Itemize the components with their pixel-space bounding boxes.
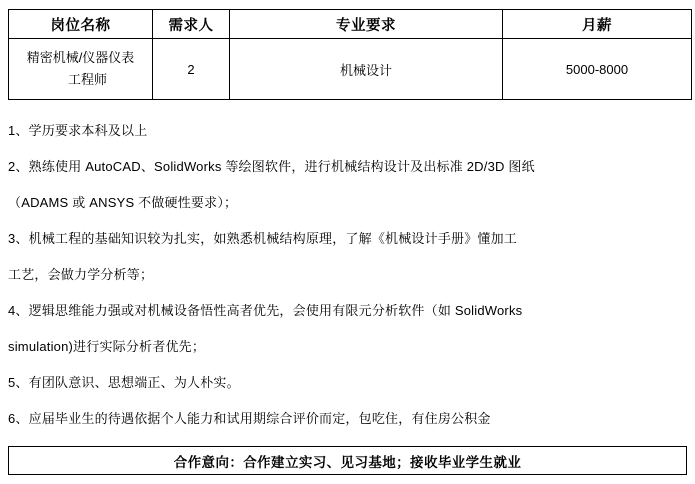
requirement-line: 5、有团队意识、思想端正、为人朴实。	[8, 375, 240, 390]
requirement-line: 工艺，会做力学分析等；	[8, 267, 154, 282]
table-header-row	[9, 10, 692, 39]
requirement-line: （ADAMS 或 ANSYS 不做硬性要求）；	[8, 195, 238, 210]
requirement-line: simulation)进行实际分析者优先；	[8, 339, 206, 354]
job-title-line-1: 精密机械/仪器仪表	[26, 50, 135, 65]
job-posting-table	[8, 9, 692, 100]
table-header	[9, 10, 692, 39]
table-row	[9, 39, 692, 100]
cell-job-title	[9, 39, 153, 100]
requirements-section	[8, 121, 680, 445]
cell-salary: 5000-8000	[503, 39, 692, 100]
cooperation-intent-bar	[8, 446, 687, 475]
requirement-line: 6、应届毕业生的待遇依据个人能力和试用期综合评价而定，包吃住，有住房公积金	[8, 411, 491, 426]
column-header-headcount: 需求人	[153, 10, 230, 39]
column-header-salary: 月薪	[503, 10, 692, 39]
requirement-line: 1、学历要求本科及以上	[8, 123, 148, 138]
requirement-line: 3、机械工程的基础知识较为扎实，如熟悉机械结构原理，了解《机械设计手册》懂加工	[8, 231, 518, 246]
column-header-major: 专业要求	[230, 10, 503, 39]
cell-headcount: 2	[153, 39, 230, 100]
cell-major: 机械设计	[230, 39, 503, 100]
job-title-line-2: 工程师	[67, 72, 107, 87]
requirement-line: 4、逻辑思维能力强或对机械设备悟性高者优先，会使用有限元分析软件（如 SolidWorks	[8, 303, 523, 318]
requirement-line: 2、熟练使用 AutoCAD、SolidWorks 等绘图软件，进行机械结构设计及出标准 2D/3D 图纸	[8, 159, 535, 174]
table-body	[9, 39, 692, 100]
cooperation-intent-text: 合作意向：合作建立实习、见习基地；接收毕业学生就业	[173, 454, 522, 470]
column-header-job-title: 岗位名称	[9, 10, 153, 39]
